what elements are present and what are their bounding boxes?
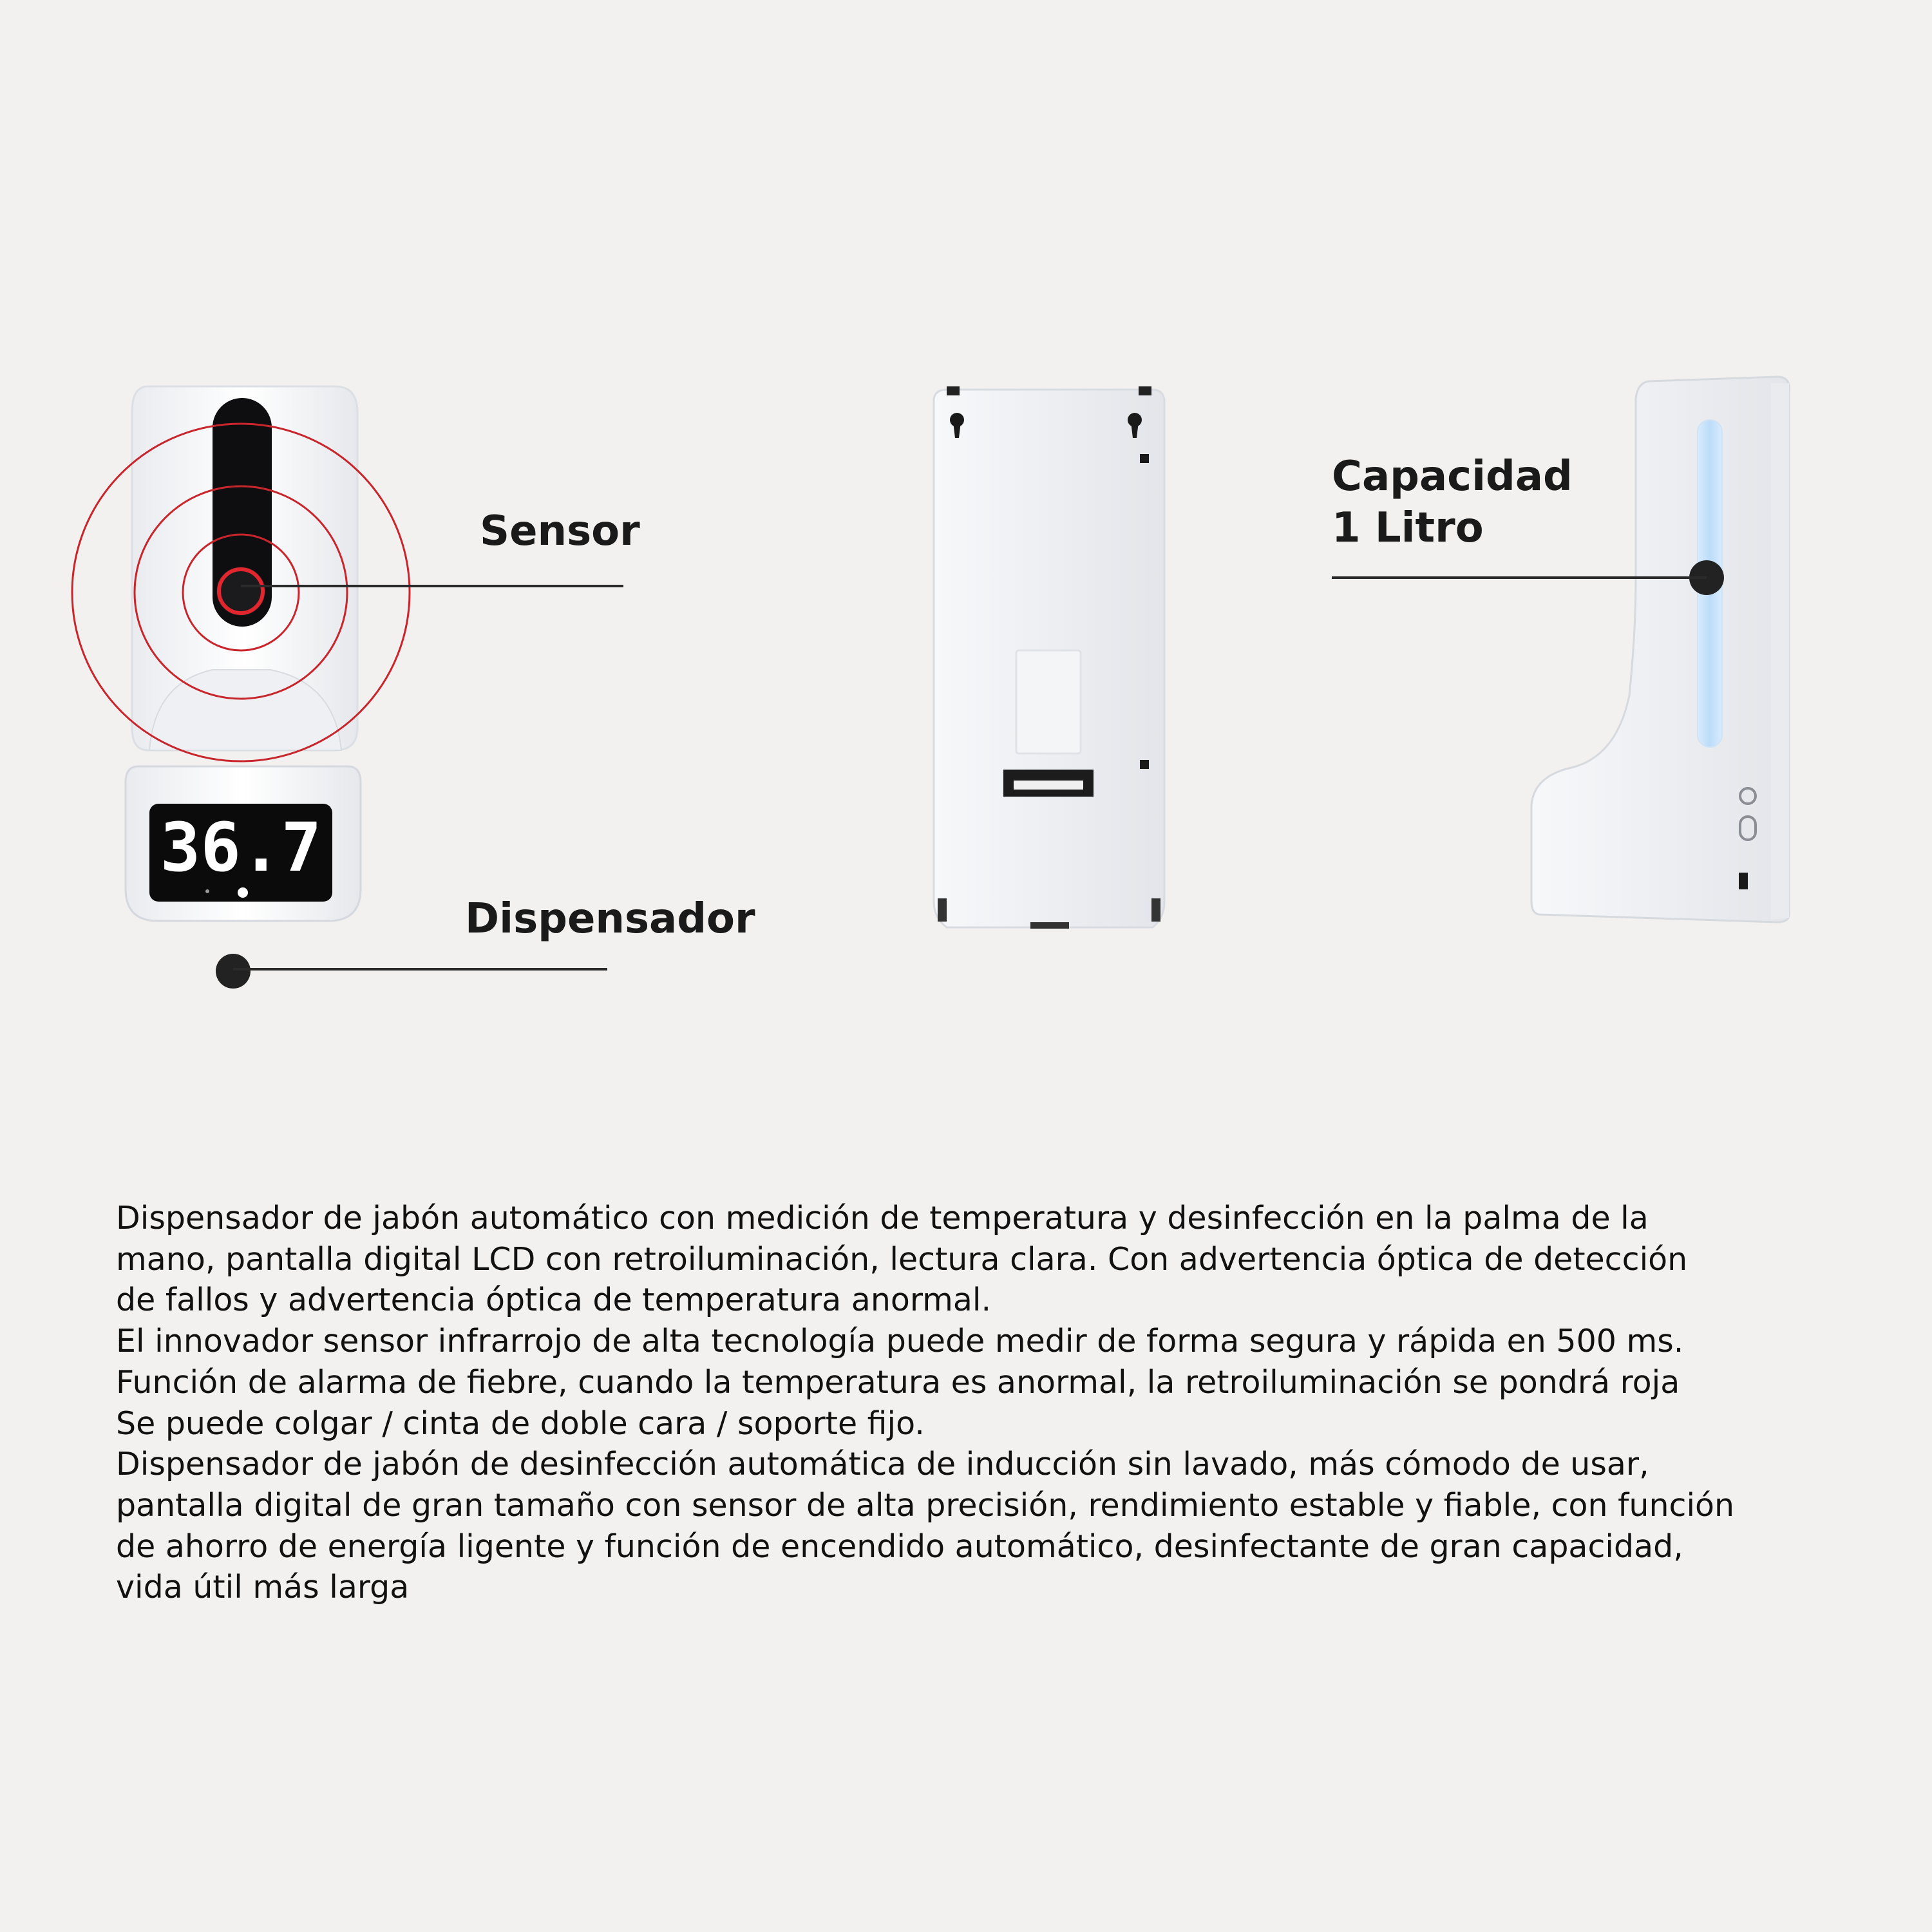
bottom-notch-left	[938, 898, 947, 922]
sensor-eye	[216, 567, 265, 616]
battery-cover	[1016, 650, 1081, 753]
charging-port	[1739, 873, 1748, 889]
description-line: vida útil más larga	[116, 1569, 410, 1606]
description-line: Se puede colgar / cinta de doble cara / soporte fijo.	[116, 1405, 925, 1442]
bottom-notch-center	[1030, 922, 1069, 929]
product-description	[116, 1198, 1842, 1608]
latch-slot-inner	[1014, 781, 1083, 790]
lcd-indicator-dot-small	[205, 889, 209, 893]
capacity-label-line1: Capacidad	[1332, 453, 1573, 500]
description-line: de fallos y advertencia óptica de temperatura anormal.	[116, 1282, 992, 1319]
description-line: mano, pantalla digital LCD con retroiluminación, lectura clara. Con advertencia óptica de detección	[116, 1240, 1688, 1278]
description-line: pantalla digital de gran tamaño con sensor de alta precisión, rendimiento estable y fiable, con función	[116, 1486, 1735, 1524]
description-line: de ahorro de energía ligente y función de encendido automático, desinfectante de gran capacidad,	[116, 1528, 1683, 1565]
description-line: Función de alarma de fiebre, cuando la temperatura es anormal, la retroiluminación se pondrá roja	[116, 1363, 1680, 1401]
dispenser-callout-dot	[216, 954, 251, 989]
top-notch-right	[1139, 386, 1151, 395]
bottom-notch-right	[1151, 898, 1160, 922]
top-notch-left	[947, 386, 960, 395]
back-marker-top	[1140, 454, 1149, 463]
description-line: El innovador sensor infrarrojo de alta tecnología puede medir de forma segura y rápida en 500 ms.	[116, 1323, 1684, 1360]
capacity-label	[1332, 451, 1573, 554]
description-line: Dispensador de jabón de desinfección automática de inducción sin lavado, más cómodo de usar,	[116, 1446, 1649, 1483]
sensor-label: Sensor	[480, 507, 640, 555]
description-line: Dispensador de jabón automático con medición de temperatura y desinfección en la palma de la	[116, 1200, 1649, 1236]
dispenser-label: Dispensador	[465, 895, 755, 943]
lcd-reading: 36.7	[160, 808, 322, 887]
lcd-indicator-dot	[238, 887, 248, 898]
back-marker-bottom	[1140, 760, 1149, 769]
side-device-front-edge	[1771, 383, 1789, 920]
capacity-label-line2: 1 Litro	[1332, 504, 1484, 552]
back-device	[934, 386, 1164, 929]
